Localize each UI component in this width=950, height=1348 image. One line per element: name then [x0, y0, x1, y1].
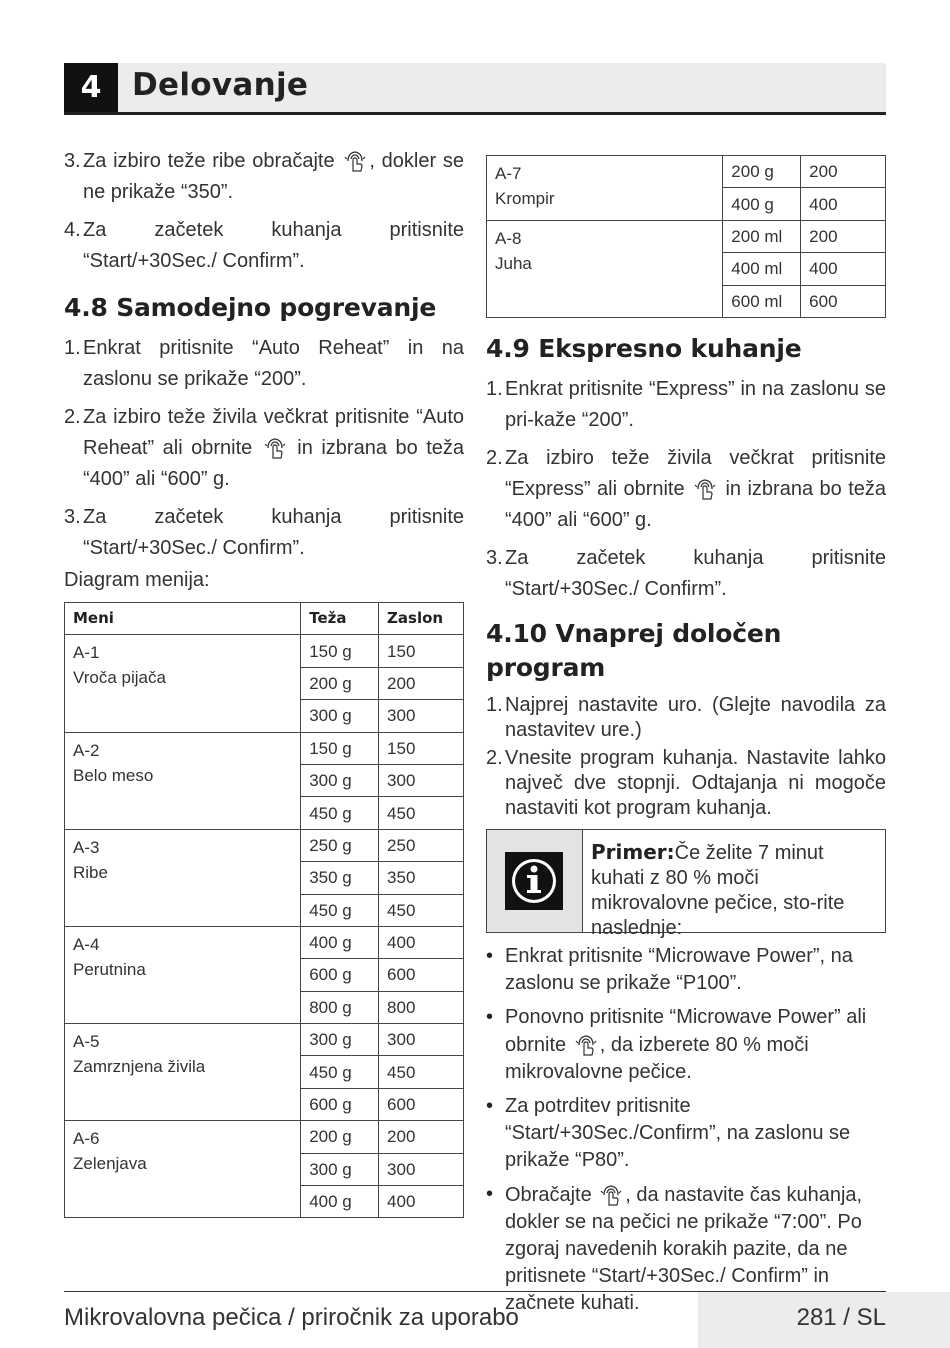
- column-header: Meni: [65, 603, 301, 635]
- table-row: [65, 1024, 464, 1056]
- display-cell: 600: [379, 1088, 464, 1120]
- express-steps: [486, 374, 886, 605]
- menu-name-cell: [65, 1121, 301, 1218]
- display-cell: 800: [379, 991, 464, 1023]
- weight-cell: 200 g: [723, 156, 801, 188]
- display-cell: 400: [379, 1186, 464, 1218]
- menu-table-body: [487, 156, 886, 318]
- menu-code: A-6: [73, 1129, 100, 1149]
- weight-cell: 200 ml: [723, 220, 801, 252]
- display-cell: 200: [379, 1121, 464, 1153]
- display-cell: 300: [379, 1153, 464, 1185]
- display-cell: 150: [379, 732, 464, 764]
- note-label: Primer:: [591, 839, 675, 864]
- list-item: 2. Za izbiro teže živila večkrat pritisnite “Auto Reheat” ali obrnite in izbrana bo teža “400” ali “600” g.: [64, 406, 464, 490]
- table-row: [487, 156, 886, 188]
- menu-name: Perutnina: [73, 959, 146, 979]
- menu-name-cell: [65, 1024, 301, 1121]
- display-cell: 600: [801, 285, 886, 317]
- menu-name: Zelenjava: [73, 1154, 147, 1174]
- chapter-header: [64, 63, 886, 115]
- menu-name-cell: [65, 926, 301, 1023]
- menu-code: A-7: [495, 164, 522, 183]
- display-cell: 600: [379, 959, 464, 991]
- chapter-title: Delovanje: [132, 67, 309, 103]
- weight-cell: 150 g: [301, 732, 379, 764]
- display-cell: 250: [379, 829, 464, 861]
- section-heading: 4.8 Samodejno pogrevanje: [64, 293, 437, 322]
- intro-list: [64, 146, 464, 277]
- info-icon: [505, 852, 563, 910]
- column-header: Zaslon: [379, 603, 464, 635]
- table-row: [65, 732, 464, 764]
- weight-cell: 300 g: [301, 1024, 379, 1056]
- menu-table-continued: [486, 155, 886, 318]
- menu-code: A-1: [73, 643, 100, 663]
- weight-cell: 150 g: [301, 635, 379, 667]
- menu-name: Ribe: [73, 862, 108, 882]
- list-item: 2. Za izbiro teže živila večkrat pritisnite “Express” ali obrnite in izbrana bo teža “400” ali “600” g.: [486, 446, 887, 531]
- table-row: [487, 220, 886, 252]
- list-item: • Za potrditev pritisnite “Start/+30Sec./Confirm”, na zaslonu se prikaže “P80”.: [486, 1093, 886, 1174]
- display-cell: 200: [801, 220, 886, 252]
- menu-name: Zamrznjena živila: [73, 1057, 206, 1077]
- menu-code: A-4: [73, 934, 100, 954]
- menu-name-cell: [487, 220, 723, 317]
- weight-cell: 400 g: [301, 1186, 379, 1218]
- table-row: [65, 926, 464, 958]
- reheat-steps: [64, 333, 464, 564]
- note-text: Primer:Če želite 7 minut kuhati z 80 % moči mikrovalovne pečice, sto-rite naslednje:: [591, 839, 845, 939]
- display-cell: 300: [379, 764, 464, 796]
- weight-cell: 600 g: [301, 1088, 379, 1120]
- table-row: [65, 829, 464, 861]
- menu-code: A-2: [73, 740, 100, 760]
- weight-cell: 200 g: [301, 667, 379, 699]
- list-item: 1. Enkrat pritisnite “Auto Reheat” in na zaslonu se prikaže “200”.: [64, 337, 464, 390]
- menu-name-cell: [65, 829, 301, 926]
- table-header-row: [65, 603, 464, 635]
- weight-cell: 450 g: [301, 1056, 379, 1088]
- chapter-number: 4: [64, 63, 118, 112]
- display-cell: 350: [379, 862, 464, 894]
- display-cell: 450: [379, 894, 464, 926]
- display-cell: 150: [379, 635, 464, 667]
- weight-cell: 400 g: [723, 188, 801, 220]
- menu-name-cell: [487, 156, 723, 221]
- menu-name: Belo meso: [73, 765, 154, 785]
- weight-cell: 300 g: [301, 1153, 379, 1185]
- menu-code: A-3: [73, 837, 100, 857]
- menu-name: Krompir: [495, 189, 555, 208]
- dial-knob-icon: [574, 1031, 598, 1057]
- table-row: [65, 635, 464, 667]
- menu-table-body: [65, 635, 464, 1218]
- table-row: [65, 1121, 464, 1153]
- diagram-label: Diagram menija:: [64, 569, 210, 591]
- page-number: 281 / SL: [796, 1304, 886, 1331]
- weight-cell: 300 g: [301, 700, 379, 732]
- list-item: 3. Za začetek kuhanja pritisnite “Start/+30Sec./ Confirm”.: [486, 546, 886, 600]
- section-heading: 4.9 Ekspresno kuhanje: [486, 333, 802, 363]
- right-column: [486, 155, 886, 1324]
- weight-cell: 300 g: [301, 764, 379, 796]
- display-cell: 400: [801, 253, 886, 285]
- list-item: • Enkrat pritisnite “Microwave Power”, na zaslonu se prikaže “P100”.: [486, 943, 886, 997]
- weight-cell: 350 g: [301, 862, 379, 894]
- weight-cell: 800 g: [301, 991, 379, 1023]
- menu-code: A-5: [73, 1032, 100, 1052]
- dial-knob-icon: [599, 1181, 623, 1207]
- menu-name-cell: [65, 732, 301, 829]
- weight-cell: 600 g: [301, 959, 379, 991]
- display-cell: 300: [379, 1024, 464, 1056]
- list-item: 3. Za izbiro teže ribe obračajte , dokler se ne prikaže “350”.: [64, 146, 464, 208]
- menu-name: Vroča pijača: [73, 668, 166, 688]
- display-cell: 200: [801, 156, 886, 188]
- column-header: Teža: [301, 603, 379, 635]
- note-icon-panel: [487, 830, 583, 932]
- menu-name-cell: [65, 635, 301, 732]
- weight-cell: 400 g: [301, 926, 379, 958]
- list-item: 3. Za začetek kuhanja pritisnite “Start/+30Sec./ Confirm”.: [64, 506, 464, 559]
- list-item: 2. Vnesite program kuhanja. Nastavite lahko največ dve stopnji. Odtajanja ni mogoče nastaviti kot program kuhanja.: [486, 746, 886, 819]
- weight-cell: 450 g: [301, 894, 379, 926]
- menu-code: A-8: [495, 228, 522, 248]
- list-item: • Obračajte , da nastavite čas kuhanja, dokler se na pečici ne prikaže “7:00”. Po zgoraj navedenih korakih pazite, da ne pritisnete “Start/+30Sec./ Confirm” in začnete kuhati.: [486, 1181, 886, 1317]
- display-cell: 450: [379, 797, 464, 829]
- weight-cell: 600 ml: [723, 285, 801, 317]
- display-cell: 400: [801, 188, 886, 220]
- weight-cell: 400 ml: [723, 253, 801, 285]
- example-bullets: [486, 943, 886, 1317]
- menu-name: Juha: [495, 253, 532, 273]
- program-steps: [486, 693, 886, 821]
- weight-cell: 250 g: [301, 829, 379, 861]
- list-item: 4. Za začetek kuhanja pritisnite “Start/+30Sec./ Confirm”.: [64, 219, 464, 272]
- list-item: 1. Enkrat pritisnite “Express” in na zaslonu se pri-kaže “200”.: [486, 377, 886, 431]
- example-note-box: [486, 829, 886, 939]
- display-cell: 300: [379, 700, 464, 732]
- weight-cell: 200 g: [301, 1121, 379, 1153]
- section-heading: 4.10 Vnaprej določen program: [486, 618, 782, 682]
- display-cell: 450: [379, 1056, 464, 1088]
- display-cell: 400: [379, 926, 464, 958]
- dial-knob-icon: [263, 434, 287, 460]
- menu-table: [64, 602, 464, 1218]
- footer-title: Mikrovalovna pečica / priročnik za uporabo: [64, 1304, 519, 1331]
- left-column: [64, 146, 464, 1218]
- display-cell: 200: [379, 667, 464, 699]
- list-item: 1. Najprej nastavite uro. (Glejte navodila za nastavitev ure.): [486, 693, 886, 741]
- dial-knob-icon: [343, 147, 367, 173]
- list-item: • Ponovno pritisnite “Microwave Power” ali obrnite , da izberete 80 % moči mikrovalovne pečice.: [486, 1004, 886, 1086]
- weight-cell: 450 g: [301, 797, 379, 829]
- dial-knob-icon: [693, 475, 717, 501]
